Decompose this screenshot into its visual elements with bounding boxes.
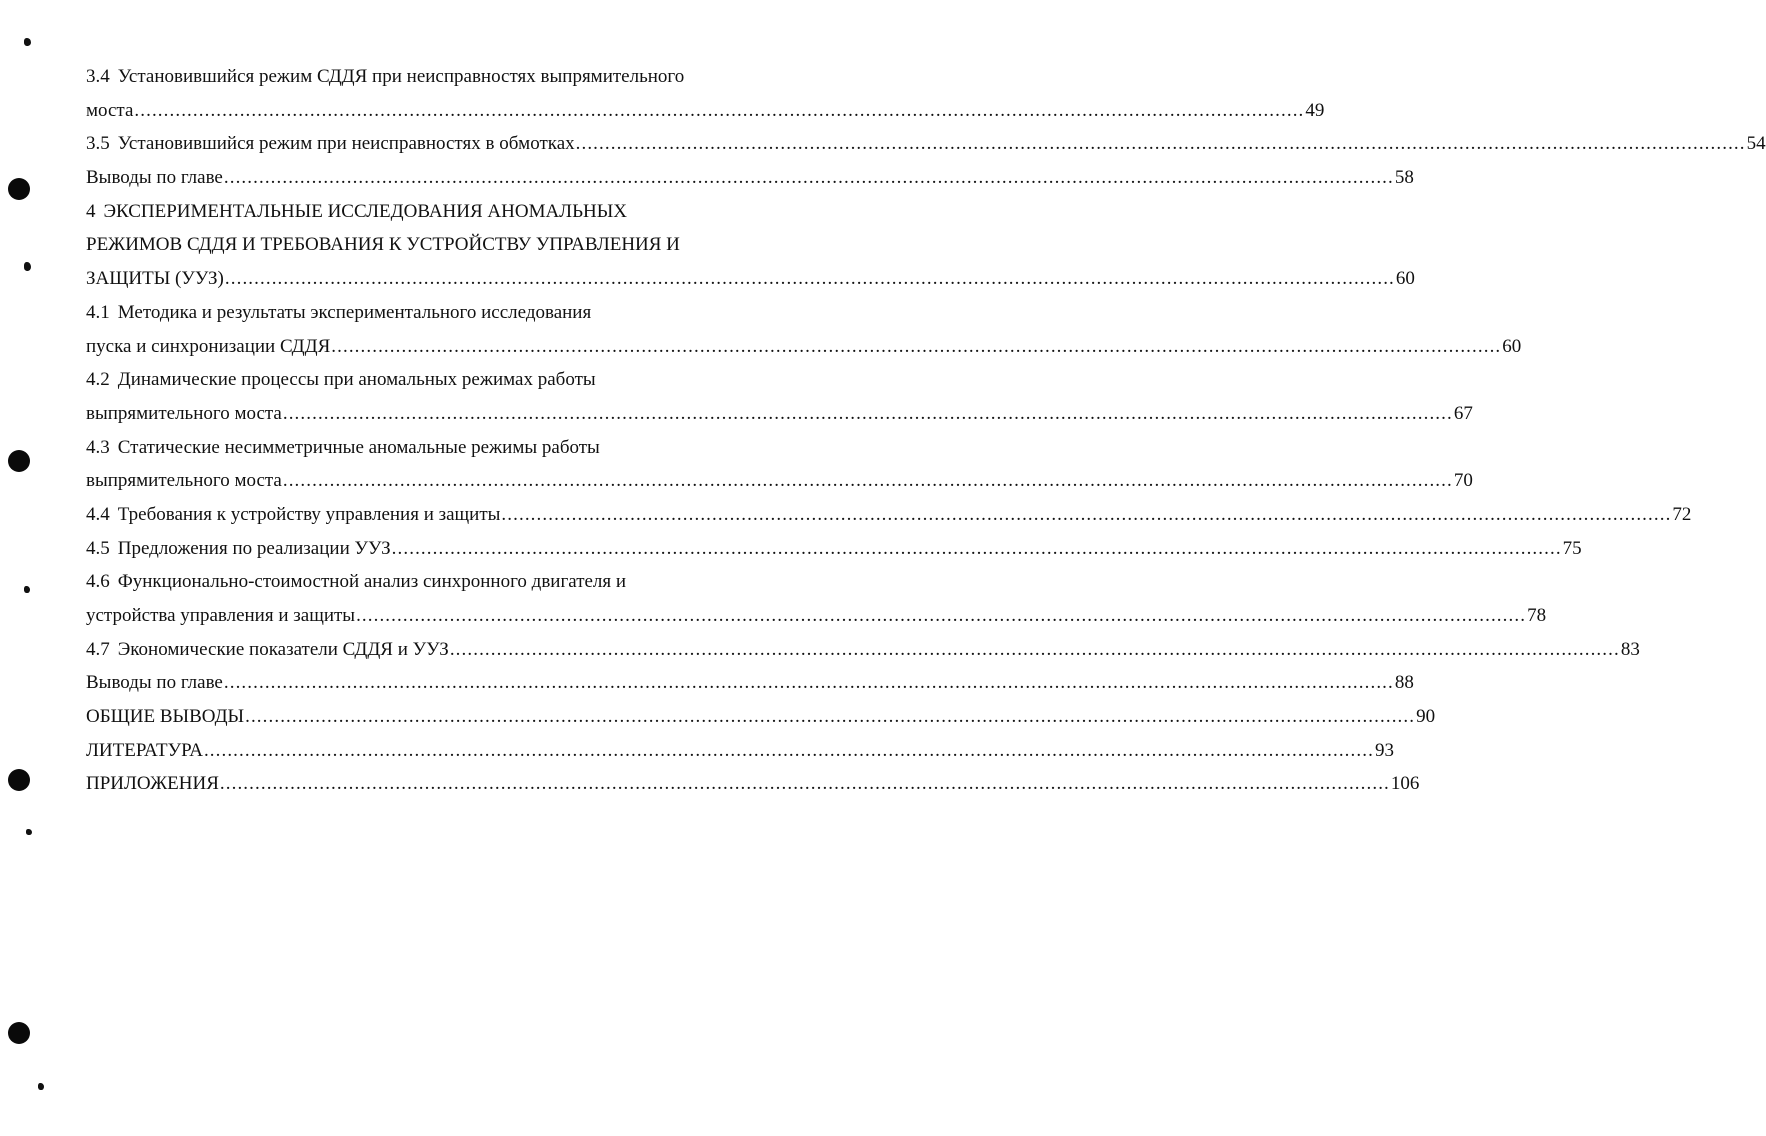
- toc-title-text: моста: [86, 99, 134, 121]
- toc-entry: [86, 498, 1692, 532]
- dot-leader: ........................................................................................................................................................................................................: [245, 706, 1416, 728]
- toc-page-number: 83: [1620, 638, 1640, 660]
- toc-page-number: 70: [1453, 470, 1473, 492]
- toc-entry: [86, 734, 1394, 768]
- dot-leader: ........................................................................................................................................................................................................: [282, 470, 1453, 492]
- dot-leader: ........................................................................................................................................................................................................: [224, 268, 1395, 290]
- toc-entry-wrapped-line: [86, 60, 738, 94]
- toc-entry-title: [86, 498, 500, 532]
- toc-section-number: 4.2: [86, 369, 110, 391]
- toc-page-number: 90: [1416, 706, 1436, 728]
- toc-entry-title: [86, 302, 591, 323]
- punch-hole: [8, 1022, 30, 1044]
- toc-entry: [86, 127, 1766, 161]
- punch-hole: [8, 178, 30, 200]
- toc-entry: [86, 666, 1414, 700]
- toc-title-text: Методика и результаты экспериментального исследования: [117, 301, 592, 323]
- dot-leader: ........................................................................................................................................................................................................: [501, 503, 1672, 525]
- toc-entry: [86, 599, 1547, 633]
- toc-title-text: выпрямительного моста: [86, 402, 282, 424]
- toc-entry-title: [86, 571, 626, 592]
- dot-leader: ........................................................................................................................................................................................................: [223, 672, 1394, 694]
- dot-leader: ........................................................................................................................................................................................................: [203, 739, 1374, 761]
- toc-entry-title: [86, 94, 133, 128]
- toc-title-text: Выводы по главе: [86, 167, 223, 189]
- toc-entry-title: [86, 369, 596, 390]
- dot-leader: ........................................................................................................................................................................................................: [575, 133, 1746, 155]
- scan-speck: [24, 262, 31, 271]
- toc-entry-title: [86, 397, 282, 431]
- toc-entry: [86, 464, 1473, 498]
- toc-entry-title: [86, 767, 219, 801]
- toc-entry-wrapped-line: [86, 431, 738, 465]
- toc-page-number: 72: [1672, 503, 1692, 525]
- toc-page-number: 75: [1562, 537, 1582, 559]
- toc-entry: [86, 94, 1325, 128]
- toc-section-number: 4.4: [86, 503, 110, 525]
- toc-title-text: Экономические показатели СДДЯ и УУЗ: [117, 638, 449, 660]
- toc-title-text: ОБЩИЕ ВЫВОДЫ: [86, 706, 245, 728]
- toc-section-number: 4.1: [86, 301, 110, 323]
- toc-page-number: 60: [1395, 268, 1415, 290]
- toc-title-text: пуска и синхронизации СДДЯ: [86, 335, 331, 357]
- scan-speck: [24, 38, 31, 46]
- toc-entry: [86, 633, 1640, 667]
- toc-title-text: ПРИЛОЖЕНИЯ: [86, 773, 219, 795]
- scan-speck: [26, 829, 32, 835]
- toc-entry-title: [86, 262, 224, 296]
- dot-leader: ........................................................................................................................................................................................................: [134, 99, 1305, 121]
- toc-entry: [86, 330, 1522, 364]
- toc-entry-wrapped-line: [86, 228, 738, 262]
- toc-entry-title: [86, 700, 244, 734]
- toc-entry-title: [86, 437, 600, 458]
- toc-title-text: РЕЖИМОВ СДДЯ И ТРЕБОВАНИЯ К УСТРОЙСТВУ УПРАВЛЕНИЯ И: [86, 234, 680, 256]
- toc-title-text: Выводы по главе: [86, 672, 223, 694]
- toc-entry-title: [86, 330, 330, 364]
- dot-leader: ........................................................................................................................................................................................................: [223, 167, 1394, 189]
- punch-hole: [8, 450, 30, 472]
- dot-leader: ........................................................................................................................................................................................................: [282, 402, 1453, 424]
- toc-page-number: 106: [1390, 773, 1420, 795]
- toc-entry: [86, 700, 1436, 734]
- toc-entry: [86, 161, 1414, 195]
- toc-title-text: ЛИТЕРАТУРА: [86, 739, 203, 761]
- toc-entry: [86, 767, 1420, 801]
- dot-leader: ........................................................................................................................................................................................................: [219, 773, 1390, 795]
- toc-section-number: 4.3: [86, 436, 110, 458]
- toc-title-text: устройства управления и защиты: [86, 605, 356, 626]
- toc-page-number: 88: [1394, 672, 1414, 694]
- dot-leader: ........................................................................................................................................................................................................: [449, 638, 1620, 660]
- toc-entry-title: [86, 532, 391, 566]
- toc-title-text: Установившийся режим при неисправностях в обмотках: [117, 133, 575, 155]
- toc-title-text: Динамические процессы при аномальных режимах работы: [117, 369, 596, 391]
- toc-entry: [86, 262, 1415, 296]
- toc-page-number: 67: [1453, 402, 1473, 424]
- toc-page-number: 58: [1394, 167, 1414, 189]
- toc-title-text: Статические несимметричные аномальные режимы работы: [117, 436, 600, 458]
- punch-hole: [8, 769, 30, 791]
- toc-title-text: Установившийся режим СДДЯ при неисправностях выпрямительного: [117, 66, 685, 87]
- toc-title-text: выпрямительного моста: [86, 470, 282, 492]
- toc-entry-title: [86, 127, 575, 161]
- toc-entry-title: [86, 599, 355, 633]
- toc-section-number: 3.5: [86, 133, 110, 155]
- toc-entry-title: [86, 234, 680, 255]
- toc-page-number: 49: [1305, 99, 1325, 121]
- toc-entry-title: [86, 734, 203, 768]
- toc-entry-wrapped-line: [86, 296, 738, 330]
- table-of-contents: [86, 60, 1766, 801]
- scan-speck: [24, 586, 30, 593]
- toc-entry-title: [86, 66, 684, 87]
- toc-title-text: Функционально-стоимостной анализ синхронного двигателя и: [117, 571, 627, 593]
- toc-entry-title: [86, 666, 223, 700]
- toc-section-number: 4.6: [86, 571, 110, 593]
- dot-leader: ........................................................................................................................................................................................................: [356, 605, 1527, 626]
- toc-section-number: 4: [86, 200, 96, 222]
- toc-page-number: 60: [1502, 335, 1522, 357]
- toc-section-number: 3.4: [86, 66, 110, 87]
- toc-title-text: Предложения по реализации УУЗ: [117, 537, 391, 559]
- toc-entry-wrapped-line: [86, 565, 738, 599]
- toc-page-number: 54: [1746, 133, 1766, 155]
- dot-leader: ........................................................................................................................................................................................................: [391, 537, 1562, 559]
- scan-speck: [38, 1083, 44, 1090]
- toc-entry-wrapped-line: [86, 195, 738, 229]
- toc-entry-title: [86, 161, 223, 195]
- toc-entry: [86, 397, 1473, 431]
- toc-entry-wrapped-line: [86, 363, 738, 397]
- toc-entry-title: [86, 633, 449, 667]
- toc-title-text: ЭКСПЕРИМЕНТАЛЬНЫЕ ИССЛЕДОВАНИЯ АНОМАЛЬНЫХ: [103, 200, 627, 222]
- toc-section-number: 4.5: [86, 537, 110, 559]
- toc-entry-title: [86, 201, 627, 222]
- toc-page-number: 78: [1527, 605, 1547, 626]
- dot-leader: ........................................................................................................................................................................................................: [331, 335, 1502, 357]
- toc-entry: [86, 532, 1582, 566]
- toc-title-text: Требования к устройству управления и защиты: [117, 503, 501, 525]
- toc-page-number: 93: [1374, 739, 1394, 761]
- toc-title-text: ЗАЩИТЫ (УУЗ): [86, 268, 224, 290]
- toc-section-number: 4.7: [86, 638, 110, 660]
- toc-entry-title: [86, 464, 282, 498]
